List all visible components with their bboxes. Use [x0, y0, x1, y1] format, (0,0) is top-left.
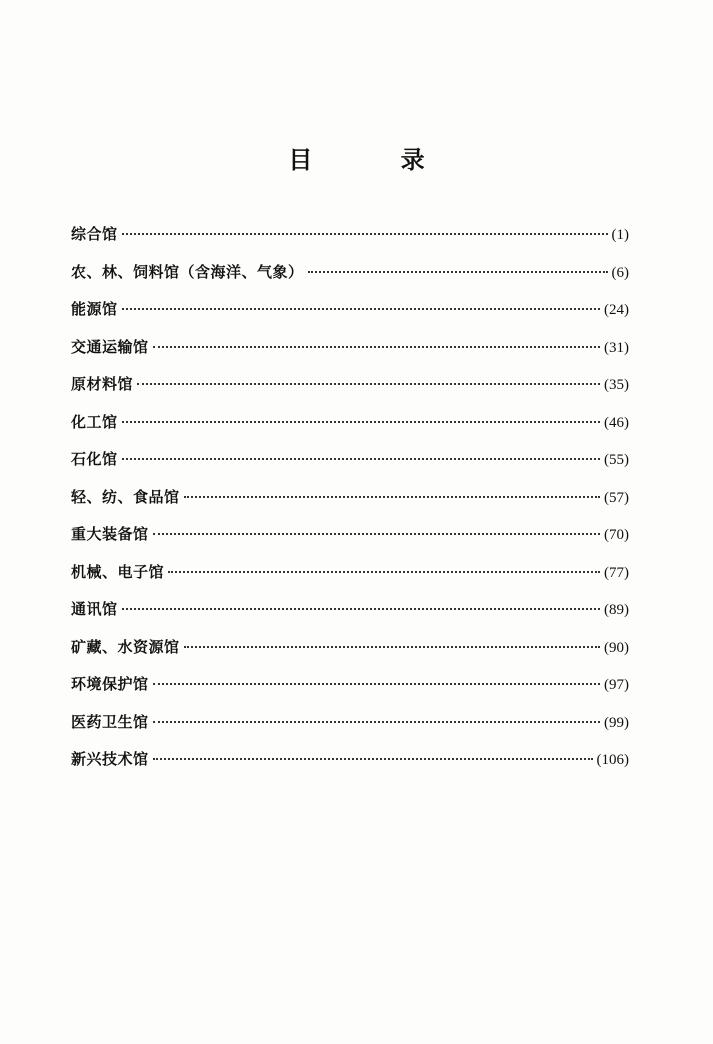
toc-entry: [71, 596, 629, 634]
toc-entry-page: (77): [604, 564, 629, 581]
toc-entry-label: 医药卫生馆: [71, 712, 149, 731]
toc-entry-page: (99): [604, 714, 629, 731]
toc-entry-label: 化工馆: [71, 412, 118, 431]
page-title: 目 录: [288, 146, 465, 174]
toc-entry: [71, 709, 629, 747]
dot-leader: [122, 233, 608, 235]
toc-entry-page: (6): [611, 264, 629, 281]
dot-leader: [184, 496, 600, 498]
toc-entry: [71, 634, 629, 672]
toc-entry-label: 农、林、饲料馆（含海洋、气象）: [71, 262, 304, 281]
toc-entry-label: 新兴技术馆: [71, 750, 149, 768]
dot-leader: [122, 421, 600, 423]
dot-leader: [308, 271, 608, 273]
toc-entry-label: 环境保护馆: [71, 675, 149, 693]
dot-leader: [153, 758, 593, 760]
toc-entry-label: 重大装备馆: [71, 525, 149, 543]
toc-entry-label: 原材料馆: [71, 375, 134, 393]
table-of-contents: [71, 221, 629, 784]
dot-leader: [137, 383, 600, 385]
dot-leader: [168, 571, 600, 573]
toc-entry-label: 综合馆: [71, 225, 118, 243]
toc-entry: [71, 296, 629, 334]
dot-leader: [122, 458, 600, 460]
toc-entry-label: 轻、纺、食品馆: [71, 487, 180, 506]
toc-entry-page: (89): [604, 602, 629, 618]
toc-entry: [71, 521, 629, 559]
toc-entry-page: (97): [604, 677, 629, 693]
toc-entry-page: (35): [604, 377, 629, 393]
toc-entry: [71, 446, 629, 484]
toc-entry-page: (1): [611, 227, 629, 243]
dot-leader: [153, 346, 600, 348]
toc-entry-label: 能源馆: [71, 300, 118, 318]
toc-entry-page: (70): [604, 527, 629, 543]
dot-leader: [122, 608, 600, 610]
toc-entry-page: (106): [596, 752, 629, 768]
dot-leader: [153, 683, 600, 685]
dot-leader: [153, 721, 600, 723]
toc-entry-label: 交通运输馆: [71, 337, 149, 356]
toc-entry-page: (57): [604, 489, 629, 506]
toc-entry: [71, 559, 629, 597]
toc-entry-page: (46): [604, 414, 629, 431]
toc-entry-label: 矿藏、水资源馆: [71, 637, 180, 656]
toc-entry-page: (24): [604, 302, 629, 318]
toc-entry-label: 机械、电子馆: [71, 562, 165, 581]
toc-entry: [71, 484, 629, 522]
toc-entry-label: 通讯馆: [71, 600, 118, 618]
toc-entry: [71, 371, 629, 409]
dot-leader: [184, 646, 600, 648]
dot-leader: [122, 308, 600, 310]
toc-entry: [71, 334, 629, 372]
toc-entry-page: (90): [604, 639, 629, 656]
toc-entry: [71, 259, 629, 297]
toc-entry: [71, 409, 629, 447]
toc-entry-label: 石化馆: [71, 450, 118, 468]
toc-entry: [71, 671, 629, 709]
toc-entry: [71, 221, 629, 259]
dot-leader: [153, 533, 600, 535]
toc-entry-page: (31): [604, 339, 629, 356]
toc-entry: [71, 746, 629, 784]
toc-entry-page: (55): [604, 452, 629, 468]
